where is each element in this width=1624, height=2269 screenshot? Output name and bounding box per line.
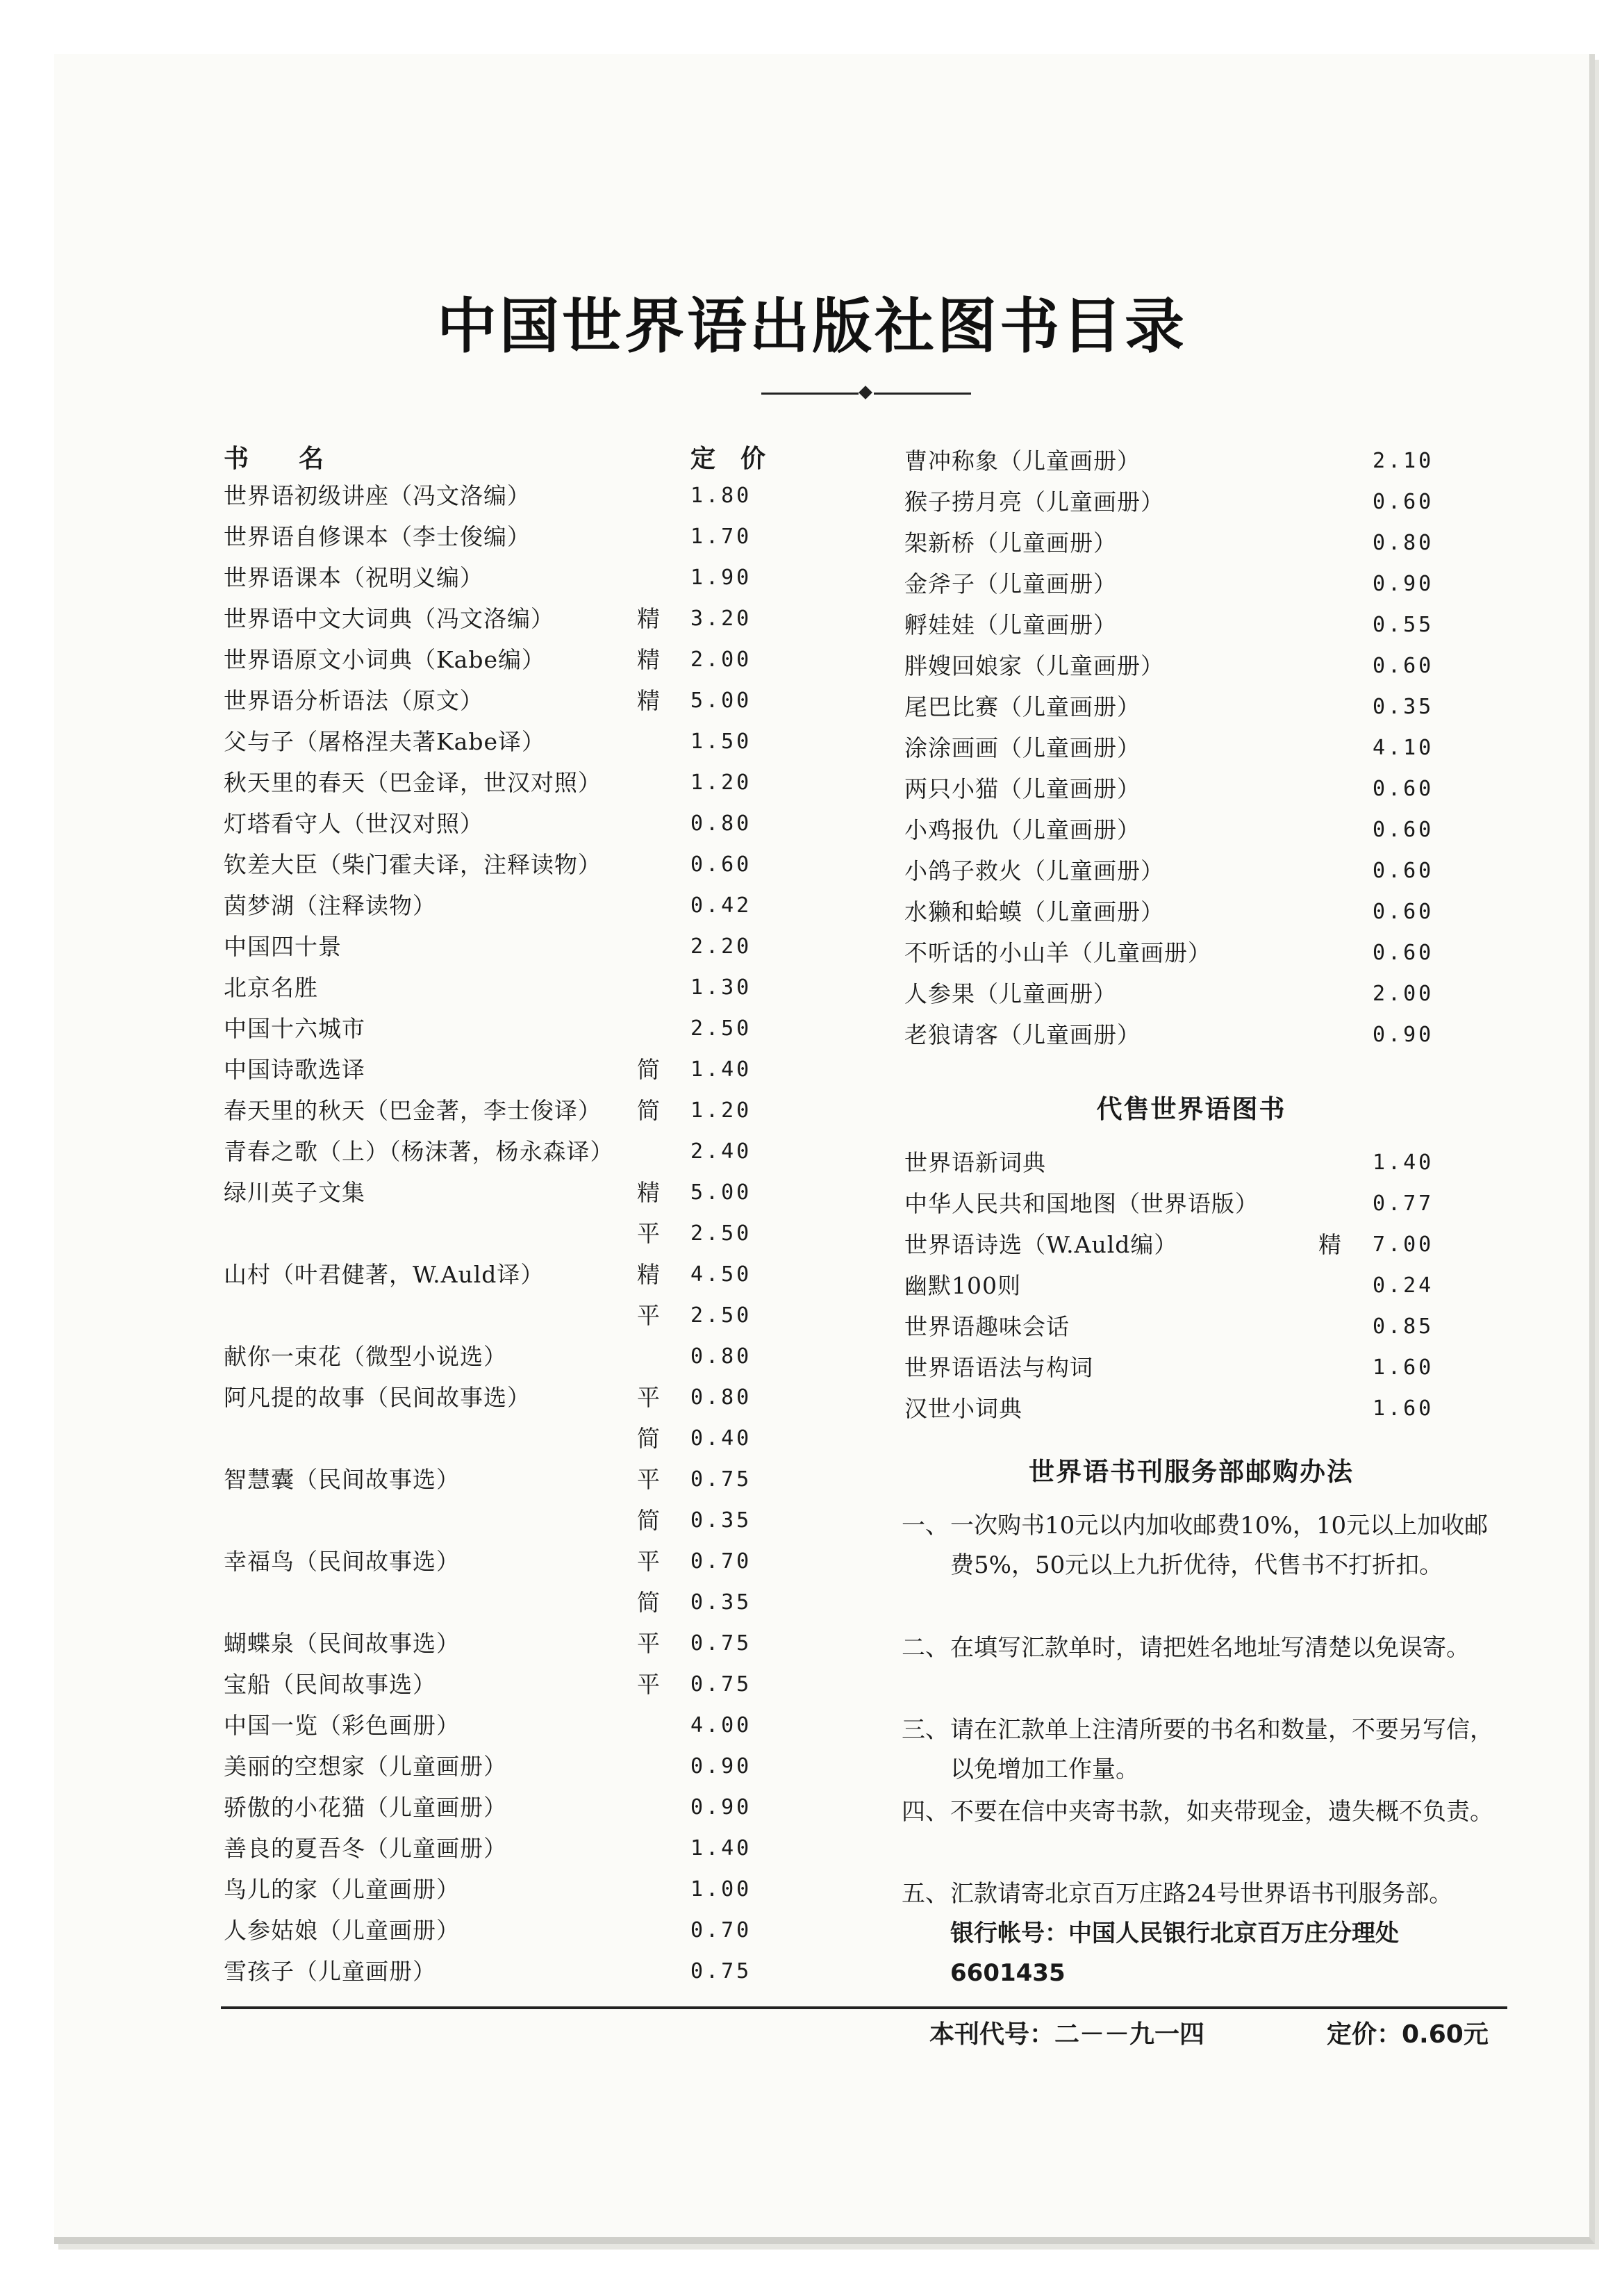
book-title: 雪孩子（儿童画册）	[224, 1958, 436, 1985]
edition-type: 精	[637, 646, 660, 673]
book-price: 1.90	[690, 566, 752, 590]
book-row	[904, 1144, 1502, 1182]
book-row	[224, 1706, 821, 1745]
edition-type: 简	[637, 1425, 660, 1452]
book-row	[224, 1542, 821, 1581]
book-title: 不听话的小山羊（儿童画册）	[904, 939, 1211, 966]
book-row	[904, 852, 1502, 891]
book-price: 0.35	[690, 1590, 752, 1615]
book-price: 1.20	[690, 770, 752, 795]
edition-type: 平	[637, 1220, 660, 1247]
edition-type: 精	[637, 1261, 660, 1288]
book-row	[224, 1788, 821, 1827]
rule-number: 三、	[902, 1716, 949, 1744]
book-title: 美丽的空想家（儿童画册）	[224, 1753, 507, 1780]
book-price: 2.20	[690, 934, 752, 959]
book-row	[224, 559, 821, 597]
book-price: 0.90	[1373, 572, 1434, 596]
book-row	[224, 764, 821, 802]
book-row	[224, 1337, 821, 1376]
book-price: 1.40	[690, 1836, 752, 1860]
book-row	[224, 1296, 821, 1335]
book-title: 秋天里的春天（巴金译，世汉对照）	[224, 769, 602, 796]
book-title: 老狼请客（儿童画册）	[904, 1021, 1141, 1048]
book-title: 钦差大臣（柴门霍夫译，注释读物）	[224, 851, 602, 878]
edition-type: 精	[637, 1179, 660, 1206]
book-title: 骄傲的小花猫（儿童画册）	[224, 1794, 507, 1821]
book-row	[904, 606, 1502, 645]
book-price: 0.60	[690, 852, 752, 877]
book-row	[224, 477, 821, 515]
book-row	[904, 1016, 1502, 1055]
book-price: 0.90	[1373, 1023, 1434, 1047]
edition-type: 平	[637, 1384, 660, 1411]
book-title: 人参果（儿童画册）	[904, 980, 1117, 1007]
rule-number: 二、	[902, 1634, 949, 1662]
book-row	[224, 1255, 821, 1294]
edition-type: 简	[637, 1056, 660, 1083]
book-price: 1.70	[690, 525, 752, 549]
journal-price: 定价：0.60元	[1327, 2020, 1489, 2049]
book-price: 0.75	[690, 1467, 752, 1492]
book-row	[224, 1132, 821, 1171]
book-title: 孵娃娃（儿童画册）	[904, 611, 1117, 638]
book-price: 0.60	[1373, 490, 1434, 514]
book-price: 0.35	[690, 1508, 752, 1533]
book-price: 0.60	[1373, 859, 1434, 883]
book-price: 1.50	[690, 729, 752, 754]
book-title: 阿凡提的故事（民间故事选）	[224, 1384, 531, 1411]
book-row	[904, 934, 1502, 973]
book-title: 山村（叶君健著，W.Auld译）	[224, 1261, 545, 1288]
book-price: 0.42	[690, 893, 752, 918]
rule-text: 一次购书10元以内加收邮费10%，10元以上加收邮费5%，50元以上九折优待，代售书不打折扣。	[950, 1512, 1489, 1579]
book-row	[224, 1501, 821, 1540]
book-price: 3.20	[690, 607, 752, 631]
edition-type: 简	[637, 1097, 660, 1124]
edition-type: 平	[637, 1302, 660, 1329]
mail-rule-2	[902, 1628, 1513, 1708]
book-title: 父与子（屠格涅夫著Kabe译）	[224, 728, 545, 755]
book-title: 绿川英子文集	[224, 1179, 365, 1206]
book-price: 0.85	[1373, 1314, 1434, 1339]
book-price: 0.75	[690, 1672, 752, 1697]
book-price: 0.70	[690, 1549, 752, 1574]
book-price: 0.40	[690, 1426, 752, 1451]
book-row	[224, 641, 821, 679]
book-title: 世界语趣味会话	[904, 1313, 1070, 1340]
book-row	[904, 1348, 1502, 1387]
book-price: 0.80	[690, 811, 752, 836]
book-price: 0.60	[1373, 818, 1434, 842]
column-header-price: 定 价	[690, 444, 766, 473]
book-price: 2.00	[1373, 982, 1434, 1006]
book-price: 0.77	[1373, 1191, 1434, 1216]
book-title: 水獭和蛤蟆（儿童画册）	[904, 898, 1164, 925]
book-price: 0.80	[690, 1344, 752, 1369]
book-price: 5.00	[690, 688, 752, 713]
bank-account-number: 6601435	[950, 1959, 1066, 1987]
book-row	[904, 688, 1502, 727]
book-row	[224, 1870, 821, 1909]
book-row	[224, 600, 821, 638]
bank-account-line: 银行帐号：中国人民银行北京百万庄分理处	[950, 1920, 1399, 1947]
book-row	[224, 1419, 821, 1458]
book-title: 世界语语法与构词	[904, 1354, 1093, 1381]
book-title: 架新桥（儿童画册）	[904, 529, 1117, 556]
book-title: 胖嫂回娘家（儿童画册）	[904, 652, 1164, 679]
ornament-line-right	[874, 393, 971, 395]
book-row	[904, 770, 1502, 809]
book-row	[224, 1173, 821, 1212]
book-title: 北京名胜	[224, 974, 318, 1001]
book-price: 2.50	[690, 1303, 752, 1328]
book-title: 春天里的秋天（巴金著，李士俊译）	[224, 1097, 602, 1124]
book-row	[904, 442, 1502, 481]
book-title: 世界语原文小词典（Kabe编）	[224, 646, 545, 673]
rule-text: 请在汇款单上注清所要的书名和数量，不要另写信，以免增加工作量。	[950, 1716, 1493, 1783]
ornament-diamond-icon	[859, 386, 872, 399]
book-price: 0.70	[690, 1918, 752, 1942]
book-price: 1.40	[1373, 1150, 1434, 1175]
book-title: 幸福鸟（民间故事选）	[224, 1548, 460, 1575]
book-row	[904, 1307, 1502, 1346]
book-row	[224, 1378, 821, 1417]
book-row	[904, 729, 1502, 768]
book-title: 青春之歌（上）（杨沫著，杨永森译）	[224, 1138, 614, 1165]
book-price: 2.50	[690, 1221, 752, 1246]
book-row	[224, 886, 821, 925]
book-row	[224, 1829, 821, 1868]
column-header-name: 书 名	[224, 444, 324, 473]
edition-type: 简	[637, 1507, 660, 1534]
edition-type: 简	[637, 1589, 660, 1616]
footer-rule	[221, 2006, 1507, 2009]
book-title: 小鸡报仇（儿童画册）	[904, 816, 1141, 843]
book-title: 茵梦湖（注释读物）	[224, 892, 436, 919]
book-title: 金斧子（儿童画册）	[904, 570, 1117, 597]
book-price: 5.00	[690, 1180, 752, 1205]
book-title: 中华人民共和国地图（世界语版）	[904, 1190, 1259, 1217]
mail-rule-5	[902, 1874, 1513, 1993]
book-row	[904, 647, 1502, 686]
rule-number: 四、	[902, 1798, 949, 1826]
book-row	[904, 893, 1502, 932]
rule-number: 一、	[902, 1512, 949, 1540]
book-title: 中国诗歌选译	[224, 1056, 365, 1083]
book-title: 两只小猫（儿童画册）	[904, 775, 1141, 802]
title-ornament	[761, 386, 971, 400]
book-title: 世界语自修课本（李士俊编）	[224, 523, 531, 550]
book-price: 1.40	[690, 1057, 752, 1082]
book-title: 世界语课本（祝明义编）	[224, 564, 483, 591]
book-price: 2.40	[690, 1139, 752, 1164]
page-title: 中国世界语出版社图书目录	[437, 291, 1187, 361]
book-price: 0.75	[690, 1959, 752, 1983]
book-title: 世界语初级讲座（冯文洛编）	[224, 482, 531, 509]
book-row	[224, 1460, 821, 1499]
book-price: 1.30	[690, 975, 752, 1000]
book-title: 世界语中文大词典（冯文洛编）	[224, 605, 554, 632]
book-title: 曹冲称象（儿童画册）	[904, 447, 1141, 475]
book-title: 尾巴比赛（儿童画册）	[904, 693, 1141, 720]
rule-text-block	[950, 1874, 1506, 1993]
journal-code: 本刊代号：二－－九一四	[929, 2020, 1205, 2049]
book-price: 0.80	[690, 1385, 752, 1410]
edition-type: 平	[637, 1466, 660, 1493]
book-price: 0.80	[1373, 531, 1434, 555]
book-title: 小鸽子救火（儿童画册）	[904, 857, 1164, 884]
rule-number: 五、	[902, 1880, 949, 1908]
book-row	[904, 565, 1502, 604]
book-price: 0.35	[1373, 695, 1434, 719]
book-title: 鸟儿的家（儿童画册）	[224, 1876, 460, 1903]
book-price: 1.60	[1373, 1355, 1434, 1380]
book-row	[904, 483, 1502, 522]
book-title: 汉世小词典	[904, 1395, 1022, 1422]
book-row	[224, 518, 821, 556]
mail-rule-3	[902, 1710, 1513, 1790]
book-title: 宝船（民间故事选）	[224, 1671, 436, 1698]
book-title: 中国十六城市	[224, 1015, 365, 1042]
book-row	[904, 1266, 1502, 1305]
book-price: 0.60	[1373, 777, 1434, 801]
book-row	[224, 1050, 821, 1089]
book-row	[224, 723, 821, 761]
book-row	[224, 845, 821, 884]
book-row	[904, 811, 1502, 850]
book-price: 1.80	[690, 484, 752, 508]
book-price: 4.50	[690, 1262, 752, 1287]
book-price: 0.90	[690, 1754, 752, 1779]
mail-rule-1	[902, 1506, 1513, 1625]
book-title: 猴子捞月亮（儿童画册）	[904, 488, 1164, 515]
ornament-line-left	[761, 393, 859, 395]
book-price: 0.60	[1373, 654, 1434, 678]
book-title: 灯塔看守人（世汉对照）	[224, 810, 483, 837]
book-price: 0.60	[1373, 900, 1434, 924]
book-price: 4.10	[1373, 736, 1434, 760]
book-price: 2.10	[1373, 449, 1434, 473]
mail-rule-4	[902, 1792, 1513, 1872]
book-title: 献你一束花（微型小说选）	[224, 1343, 507, 1370]
rule-text: 汇款请寄北京百万庄路24号世界语书刊服务部。	[950, 1880, 1453, 1908]
edition-type: 平	[637, 1630, 660, 1657]
book-title: 中国一览（彩色画册）	[224, 1712, 460, 1739]
book-row	[224, 1624, 821, 1663]
book-price: 0.60	[1373, 941, 1434, 965]
book-row	[224, 1747, 821, 1786]
book-price: 2.00	[690, 647, 752, 672]
book-price: 1.20	[690, 1098, 752, 1123]
book-row	[224, 1952, 821, 1991]
book-title: 世界语诗选（W.Auld编）	[904, 1231, 1178, 1258]
book-row	[224, 927, 821, 966]
book-title: 智慧囊（民间故事选）	[224, 1466, 460, 1493]
book-row	[904, 1185, 1502, 1223]
book-title: 幽默100则	[904, 1272, 1021, 1299]
book-title: 蝴蝶泉（民间故事选）	[224, 1630, 460, 1657]
book-price: 1.00	[690, 1877, 752, 1901]
book-row	[224, 1583, 821, 1622]
book-row	[904, 1226, 1502, 1264]
book-price: 4.00	[690, 1713, 752, 1738]
edition-type: 精	[1318, 1231, 1341, 1258]
rule-text: 不要在信中夹寄书款，如夹带现金，遗失概不负责。	[950, 1798, 1493, 1826]
book-row	[224, 1091, 821, 1130]
book-price: 0.90	[690, 1795, 752, 1820]
book-price: 2.50	[690, 1016, 752, 1041]
edition-type: 平	[637, 1671, 660, 1698]
book-title: 涂涂画画（儿童画册）	[904, 734, 1141, 761]
agency-section-title: 代售世界语图书	[1096, 1094, 1286, 1124]
book-row	[224, 1214, 821, 1253]
book-title: 人参姑娘（儿童画册）	[224, 1917, 460, 1944]
book-price: 7.00	[1373, 1232, 1434, 1257]
book-row	[904, 1389, 1502, 1428]
book-row	[224, 805, 821, 843]
book-row	[904, 524, 1502, 563]
book-price: 0.75	[690, 1631, 752, 1656]
book-row	[224, 682, 821, 720]
book-title: 善良的夏吾冬（儿童画册）	[224, 1835, 507, 1862]
book-row	[224, 1911, 821, 1950]
book-title: 中国四十景	[224, 933, 342, 960]
book-price: 0.24	[1373, 1273, 1434, 1298]
book-row	[224, 968, 821, 1007]
mail-order-title: 世界语书刊服务部邮购办法	[1029, 1457, 1354, 1487]
book-row	[224, 1665, 821, 1704]
edition-type: 平	[637, 1548, 660, 1575]
book-price: 0.55	[1373, 613, 1434, 637]
book-title: 世界语新词典	[904, 1149, 1046, 1176]
book-price: 1.60	[1373, 1396, 1434, 1421]
book-title: 世界语分析语法（原文）	[224, 687, 483, 714]
edition-type: 精	[637, 605, 660, 632]
rule-text: 在填写汇款单时，请把姓名地址写清楚以免误寄。	[950, 1634, 1470, 1662]
book-row	[224, 1009, 821, 1048]
edition-type: 精	[637, 687, 660, 714]
book-row	[904, 975, 1502, 1014]
